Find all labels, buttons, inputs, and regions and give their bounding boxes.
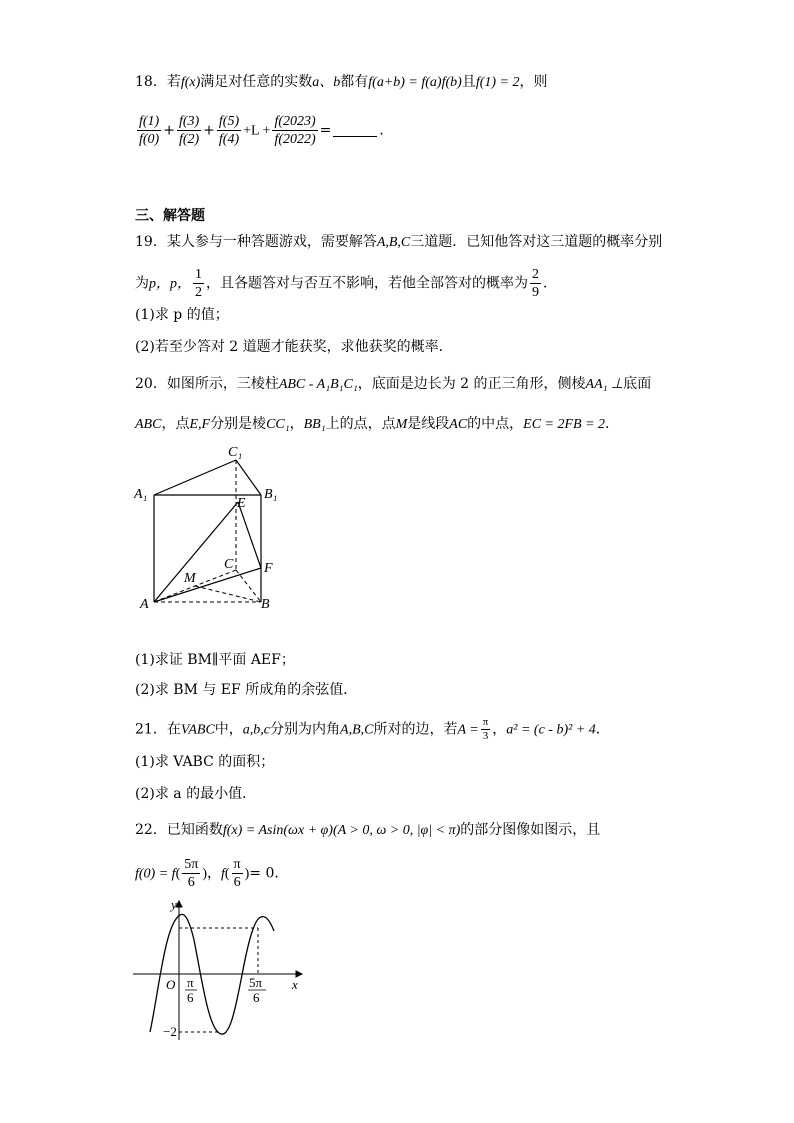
label-b: B (261, 597, 270, 612)
q18-text-d: 且 (461, 74, 476, 90)
q19-half-num: 1 (195, 267, 202, 282)
label-b1: B₁ (264, 487, 278, 502)
q21-sub1: (1)求 VABC 的面积； (135, 754, 275, 770)
q18-frac4-den: f(2022) (274, 132, 316, 147)
q21-ABC: A,B,C (340, 722, 374, 738)
q21-line1 (135, 716, 610, 743)
q20-line2-b: ，点 (161, 416, 190, 432)
q18-line1 (135, 72, 547, 93)
q22-fn: f(x) = Asin(ωx + φ)(A > 0, ω > 0, |φ| < π) (222, 823, 461, 838)
q20-ac: AC (449, 417, 468, 432)
q22-line1-b: 的部分图像如图示，且 (460, 822, 601, 838)
q21-line1-d: 所对的边，若 (373, 721, 458, 738)
q22-frac-5pi6 (182, 856, 200, 891)
q22-frac-pi6 (232, 856, 243, 891)
label-neg2: −2 (163, 1024, 177, 1039)
q21-sub2: (2)求 a 的最小值． (135, 786, 257, 802)
q19-line2 (135, 266, 557, 301)
q18-frac1-den: f(0) (139, 132, 160, 147)
q20-line2-g: 的中点， (467, 416, 524, 432)
q18-cond: f(a+b) = f(a)f(b) (368, 75, 462, 90)
q18-ellipsis: +L + (243, 123, 271, 139)
q19-line2-a: 为 (135, 275, 149, 292)
q22-f1-num: π (233, 857, 241, 872)
q20-abc: ABC (135, 417, 162, 432)
q18-frac3-den: f(4) (218, 132, 240, 147)
q20-ef: E,F (189, 417, 211, 432)
q21-line1-e: ， (492, 721, 507, 738)
q21-tri: VABC (180, 722, 215, 738)
q19-half (193, 266, 204, 301)
q19-frac (530, 266, 541, 301)
q20-line2-f: 是线段 (407, 416, 450, 432)
q22-line2: f(0) = f( $\frac{5\pi}{6}$ )，f( $\frac{\pi}{6}$ )= 0． (135, 857, 289, 890)
q18-frac2-den: f(2) (178, 132, 200, 147)
tick-pi6-den: 6 (187, 990, 194, 1005)
edge-a-e (154, 502, 238, 602)
q21-eq2: a² = (c - b)² + 4 (506, 722, 596, 738)
q18-fx: f(x) (180, 75, 201, 90)
q18-ab: a、b (312, 75, 341, 90)
q22-line1 (135, 820, 600, 841)
prism-figure (128, 440, 288, 620)
label-f: F (264, 561, 273, 576)
tick-pi6-num: π (187, 975, 194, 990)
q18-number: 18． (135, 74, 167, 90)
q20-line1 (135, 374, 651, 395)
q18-text-c: 都有 (340, 74, 369, 90)
q18-text-b: 满足对任意的实数 (200, 74, 313, 90)
edge-m-b (195, 586, 261, 602)
q21-pi-den: 3 (482, 730, 489, 742)
q21-abc: a,b,c (242, 722, 271, 738)
q20-line1-c: 底面 (623, 376, 652, 392)
q18-frac3-num: f(5) (218, 114, 240, 129)
q18-frac4 (272, 113, 317, 148)
edge-e-f (238, 502, 261, 568)
q21-line1-a: 21．在 (135, 721, 181, 738)
q22-cond-a: f(0) = f (135, 866, 176, 882)
label-origin: O (166, 977, 176, 992)
q20-line2-h: ． (605, 416, 620, 432)
tick-5pi6-den: 6 (253, 990, 260, 1005)
q19-line1-b: 三道题．已知他答对这三道题的概率分别 (410, 234, 663, 250)
tick-5pi6-num: 5π (249, 975, 263, 990)
q20-prism: ABC - A₁B₁C₁ (278, 377, 358, 392)
q20-line2-c: 分别是棱 (210, 416, 267, 432)
q21-pi-num: π (482, 716, 489, 728)
q22-f5-den: 6 (187, 875, 195, 890)
q19-frac-num: 2 (532, 267, 539, 282)
q20-aa1: AA₁ ⊥ (585, 377, 624, 392)
y-axis-arrow (176, 901, 182, 907)
q19-frac-den: 9 (532, 285, 539, 300)
q19-line1-a: 19．某人参与一种答题游戏，需要解答 (135, 234, 377, 250)
label-c: C (224, 557, 234, 572)
q20-line1-b: ，底面是边长为 2 的正三角形，侧棱 (357, 376, 586, 392)
q22-cond-b: ， (206, 865, 221, 882)
q21-line1-b: 中， (214, 721, 243, 738)
label-m: M (184, 571, 196, 586)
edge-a-f (154, 568, 261, 602)
section3-title: 三、解答题 (135, 208, 205, 224)
edge-c1-b1 (236, 460, 261, 495)
q18-text-e: ，则 (519, 74, 548, 90)
q20-bb1: BB₁ (303, 417, 326, 432)
q22-line1-a: 22．已知函数 (135, 822, 223, 838)
q20-line1-a: 20．如图所示，三棱柱 (135, 376, 279, 392)
q19-sub1: (1)求 p 的值； (135, 307, 229, 323)
q18-frac2 (177, 113, 201, 148)
q18-tail: ． (379, 122, 394, 139)
edge-a1-c1 (154, 460, 236, 495)
q18-answer-blank (333, 136, 377, 137)
q21-a-eq: A = (457, 722, 479, 738)
q18-text-a: 若 (166, 74, 181, 90)
q20-line2 (135, 414, 619, 435)
q19-line2-c: ． (543, 275, 557, 292)
label-a1: A₁ (134, 487, 148, 502)
q20-cc1: CC₁ (266, 417, 290, 432)
q20-eq: EC = 2FB = 2 (523, 417, 606, 432)
sine-graph (128, 895, 308, 1045)
q18-frac1 (137, 113, 161, 148)
label-a: A (140, 597, 149, 612)
label-e: E (237, 496, 246, 511)
q18-frac2-num: f(3) (178, 114, 200, 129)
q19-sub2: (2)若至少答对 2 道题才能获奖，求他获奖的概率． (135, 339, 453, 355)
label-y: y (171, 897, 177, 912)
q18-frac1-num: f(1) (139, 114, 160, 129)
q18-cond2: f(1) = 2 (475, 75, 520, 90)
q20-line2-e: 上的点，点 (325, 416, 396, 432)
q20-sub2: (2)求 BM 与 EF 所成角的余弦值． (135, 682, 358, 698)
q20-m: M (395, 417, 408, 432)
q22-cond-d: = 0． (249, 865, 289, 882)
q21-line1-f: ． (595, 721, 610, 738)
q22-cond-c: f (220, 866, 225, 882)
q19-half-den: 2 (195, 285, 202, 300)
q19-line1 (135, 232, 662, 253)
q19-line2-b: ，且各题答对与否互不影响，若他全部答对的概率为 (206, 275, 528, 292)
q21-pi3 (481, 716, 491, 743)
q19-abc: A,B,C (376, 235, 411, 250)
label-x: x (292, 977, 298, 992)
label-c1: C₁ (228, 445, 243, 460)
q18-line2: $\frac{f(1)}{f(0)}$ + $\frac{f(3)}{f(2)}$ + $\frac{f(5)}{f(4)}$ +L + $\frac{f(2023)}{f(2022)}$ = ． (139, 114, 394, 147)
q18-frac3 (217, 113, 241, 148)
q20-line2-d: ， (289, 416, 304, 432)
q20-sub1: (1)求证 BM∥平面 AEF； (135, 652, 295, 668)
q22-f1-den: 6 (233, 875, 241, 890)
q18-frac4-num: f(2023) (274, 114, 316, 129)
q22-f5-num: 5π (184, 857, 199, 872)
q19-pp: p，p， (149, 276, 191, 292)
q21-line1-c: 分别为内角 (270, 721, 341, 738)
